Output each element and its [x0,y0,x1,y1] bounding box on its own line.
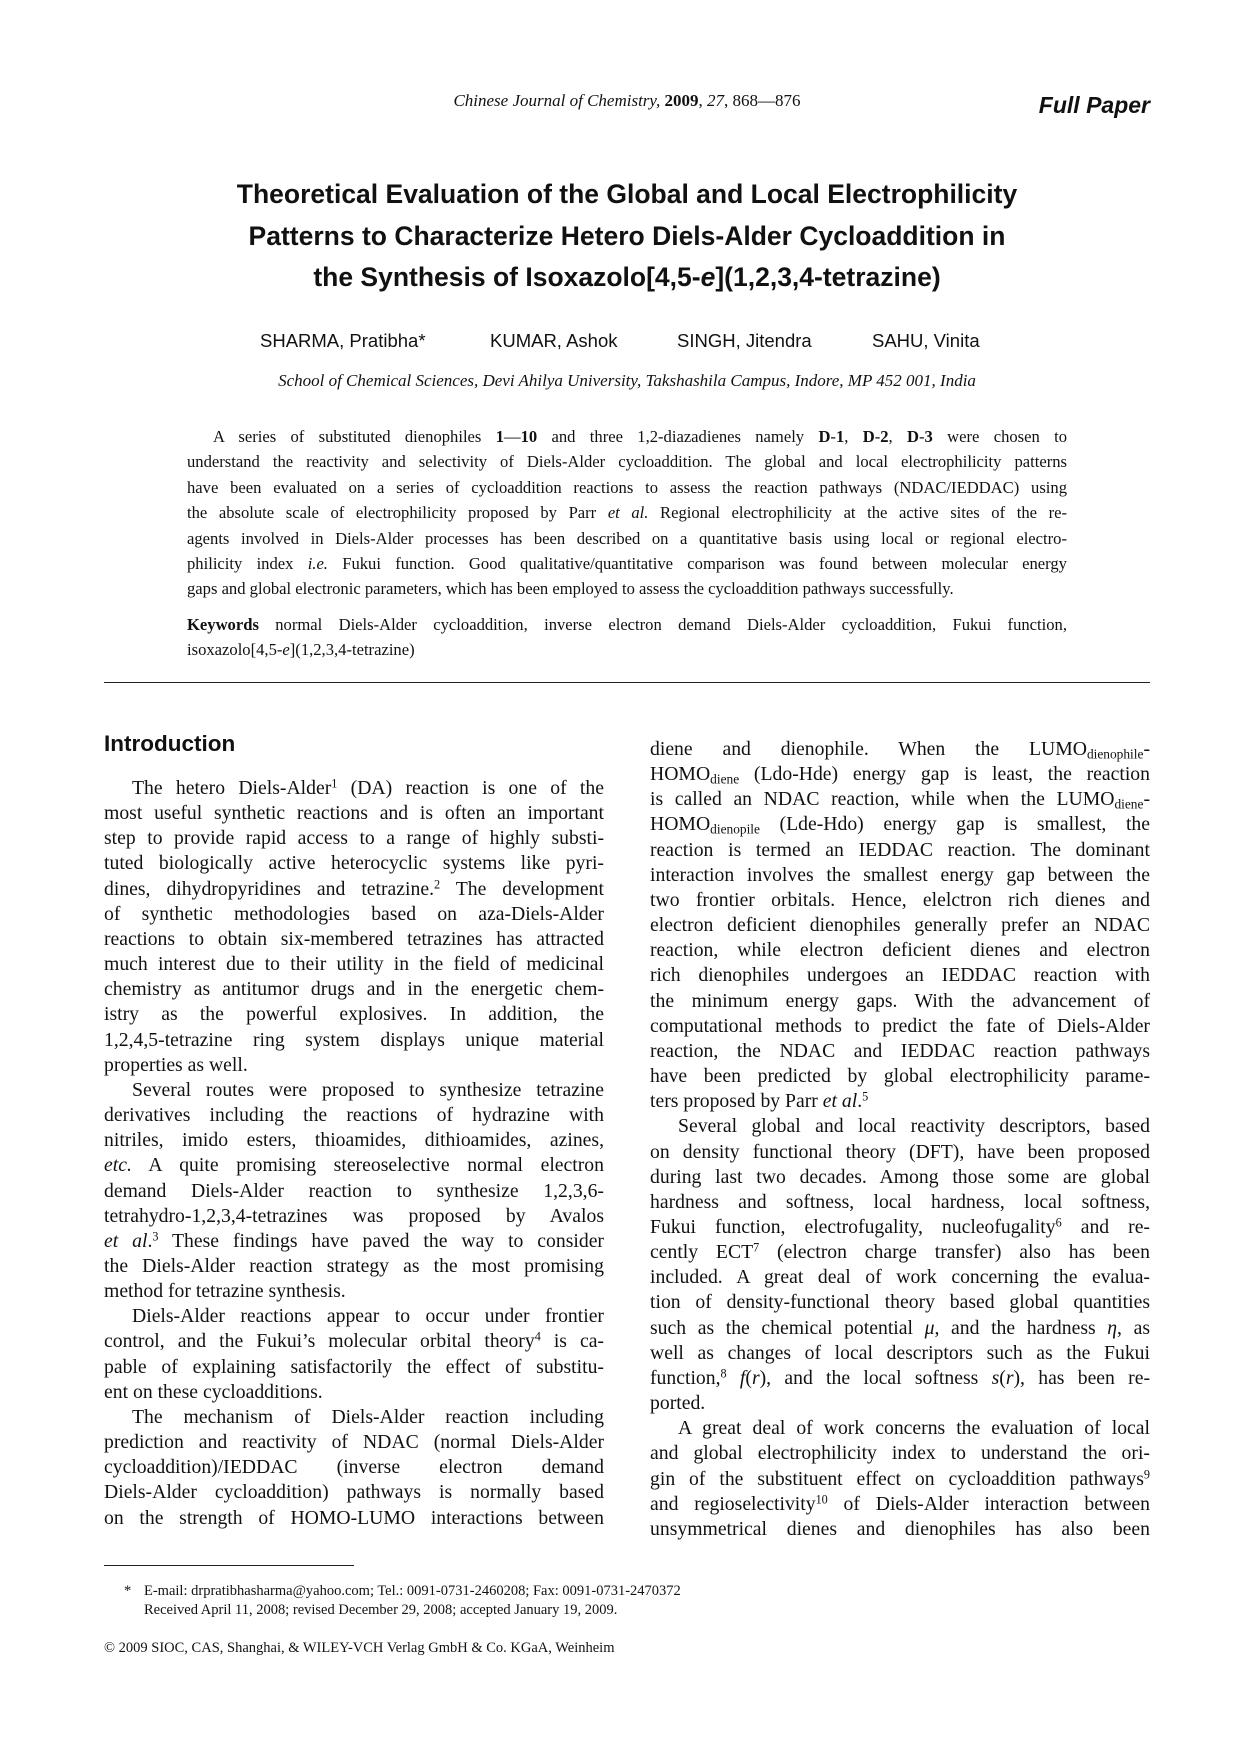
text-run: and three 1,2-diazadienes namely [537,427,819,446]
text-run: cently ECT [650,1241,754,1264]
citation-superscript: 5 [862,1089,869,1104]
text-line [650,762,1150,787]
text-run: 10 [520,427,538,446]
text-run: Regional electrophilicity at the active sites of the re- [648,503,1067,523]
text-run: pable of explaining satisfactorily the effect of substitu- [104,1355,604,1378]
text-run: . [857,1090,863,1113]
author-singh: SINGH, Jitendra [677,330,812,351]
text-run: s [991,1366,1000,1389]
text-run: reaction, the NDAC and IEDDAC reaction pathways [650,1039,1150,1062]
text-run: 1,2,4,5-tetrazine ring system displays unique material [104,1028,604,1051]
citation-superscript: 9 [1143,1466,1150,1481]
author-sahu: SAHU, Vinita [872,330,980,351]
text-line [650,1517,1150,1542]
text-run: 2009 [664,91,699,110]
text-run: dines, dihydropyridines and tetrazine. [104,877,435,900]
text-line [104,927,604,952]
text-run: ters proposed by Parr [650,1090,823,1113]
text-line [650,1265,1150,1290]
subscript: dienopile [710,821,760,837]
text-run: diene and dienophile. When the LUMO [650,738,1087,760]
text-run: nitriles, imido esters, thioamides, dithioamides, azines, [104,1129,604,1152]
text-line [187,576,1067,601]
text-run: control, and the Fukui’s molecular orbital theory [104,1330,535,1353]
text-run: cycloaddition)/IEDDAC (inverse electron demand [104,1456,604,1479]
text-run: step to provide rapid access to a range of highly substi- [104,827,604,850]
text-run: - [1143,788,1150,811]
text-run: The mechanism of Diels-Alder reaction including [132,1405,604,1428]
text-run: and global electrophilicity index to understand the ori- [650,1442,1150,1465]
body-column-left [104,776,604,1531]
text-line [650,888,1150,913]
text-run: rich dienophiles undergoes an IEDDAC reaction with [650,964,1150,987]
text-run: 27 [707,91,725,110]
text-run: The hetero Diels-Alder [132,777,332,799]
text-run: ](1,2,3,4-tetrazine) [289,640,415,660]
copyright: © 2009 SIOC, CAS, Shanghai, & WILEY-VCH Verlag GmbH & Co. KGaA, Weinheim [104,1640,615,1656]
text-run: — [504,427,521,446]
text-line [650,1089,1150,1114]
section-label: Full Paper [1038,92,1150,118]
text-line [104,1053,604,1078]
text-line [104,1329,604,1354]
text-run: μ [924,1316,935,1339]
text-line [104,1078,604,1103]
text-run: - [1143,738,1150,760]
text-line [104,1103,604,1128]
text-run: the absolute scale of electrophilicity proposed by Parr [187,503,608,523]
body-column-right [650,737,1150,1542]
section-divider [104,682,1150,683]
text-line [104,257,1150,299]
text-run: unsymmetrical dienes and dienophiles has also been [650,1517,1150,1540]
text-run: etc. [104,1154,132,1177]
footnote-divider [104,1565,354,1566]
footnote-contact: E-mail: drpratibhasharma@yahoo.com; Tel.: 0091-0731-2460208; Fax: 0091-0731-2470372 [144,1583,681,1599]
text-run: Diels-Alder cycloaddition) pathways is normally based [104,1481,604,1504]
text-line [104,216,1150,258]
text-run: e [282,640,290,660]
text-run: (Lde-Hdo) energy gap is smallest, the [759,813,1150,836]
text-run: chemistry as antitumor drugs and in the energetic chem- [104,978,604,1001]
text-run: included. A great deal of work concerning the evalua- [650,1266,1150,1289]
text-line [187,424,1067,449]
text-run: of synthetic methodologies based on aza-Diels-Alder [104,902,604,925]
text-line [104,1002,604,1027]
text-line [104,952,604,977]
text-line [650,938,1150,963]
text-line [650,1165,1150,1190]
text-run: (DA) reaction is one of the [337,777,604,799]
footnote [124,1582,681,1620]
text-line [187,500,1067,525]
text-line [187,637,1067,662]
text-run: A great deal of work concerns the evaluation of local [678,1417,1150,1440]
footnote-marker: * [124,1583,132,1599]
text-line [104,1028,604,1053]
text-line [104,877,604,902]
text-run: well as changes of local descriptors such as the Fukui [650,1341,1150,1364]
text-run: istry as the powerful explosives. In addition, the [104,1003,604,1026]
text-run: prediction and reactivity of NDAC (normal Diels-Alder [104,1431,604,1454]
text-run: . [147,1229,153,1252]
text-run [727,1367,740,1389]
paper-title [104,174,1150,299]
text-run: have been predicted by global electrophilicity parame- [650,1065,1150,1088]
text-run: (Ldo-Hde) energy gap is least, the reaction [739,763,1150,786]
text-run: η [1107,1316,1118,1339]
footnote-dates: Received April 11, 2008; revised December 29, 2008; accepted January 19, 2009. [144,1602,618,1618]
text-line [650,1391,1150,1416]
text-run: tetrahydro-1,2,3,4-tetrazines was proposed by Avalos [104,1204,604,1227]
text-run: r [751,1366,760,1389]
text-line [104,1304,604,1329]
text-run: reaction, while electron deficient dienes and electron [650,939,1150,962]
text-line [650,1039,1150,1064]
text-run: Diels-Alder reactions appear to occur under frontier [132,1305,604,1328]
text-run: HOMO [650,763,711,786]
text-run: isoxazolo[4,5- [187,640,283,660]
text-line [650,913,1150,938]
text-line [650,1341,1150,1366]
text-line [104,801,604,826]
text-line [650,812,1150,837]
text-line [650,1215,1150,1240]
text-run: ported. [650,1392,706,1415]
citation-superscript: 10 [815,1491,828,1506]
text-run: during last two decades. Among those some are global [650,1165,1150,1188]
text-run: were chosen to [932,427,1068,446]
text-line [650,1190,1150,1215]
keywords [187,612,1067,663]
text-line [650,863,1150,888]
text-line [104,1229,604,1254]
text-line [650,1467,1150,1492]
text-run: HOMO [650,813,711,836]
text-run: ), has been re- [1013,1366,1150,1389]
citation-superscript: 6 [1055,1215,1062,1230]
text-run: tion of density-functional theory based global quantities [650,1291,1150,1314]
text-run: gaps and global electronic parameters, which has been employed to assess the cycloaddition pathways successfully. [187,579,954,599]
text-run: is called an NDAC reaction, while when the LUMO [650,788,1115,811]
text-run: Chinese Journal of Chemistry, [453,91,661,110]
text-run: ent on these cycloadditions. [104,1380,323,1403]
text-run: 3 [924,427,933,446]
text-run: the minimum energy gaps. With the advancement of [650,989,1150,1012]
text-run: Keywords [187,615,259,634]
text-line [104,1128,604,1153]
subscript: diene [1114,796,1144,812]
text-run: is ca- [540,1330,604,1353]
author-sharma: SHARMA, Pratibha* [260,330,426,351]
text-line [104,1380,604,1405]
text-run: gin of the substituent effect on cycloaddition pathways [650,1467,1144,1490]
text-line [650,787,1150,812]
text-run: agents involved in Diels-Alder processes has been described on a quantitative basis using local or regional electro- [187,528,1067,548]
text-run: D [907,427,920,446]
text-run: method for tetrazine synthesis. [104,1280,346,1303]
text-run: and regioselectivity [650,1492,816,1515]
text-run: tuted biologically active heterocyclic systems like pyri- [104,852,604,875]
text-run: 1 [495,427,504,446]
abstract [187,424,1067,602]
text-line [104,1430,604,1455]
citation-superscript: 2 [434,876,441,891]
text-run: understand the reactivity and selectivity of Diels-Alder cycloaddition. The global and local electrophilicity patterns [187,452,1067,472]
text-line [104,1153,604,1178]
text-line [650,1366,1150,1391]
text-run: such as the chemical potential [650,1316,925,1339]
text-run: on density functional theory (DFT), have been proposed [650,1140,1150,1163]
text-run: most useful synthetic reactions and is often an important [104,802,604,825]
text-run: - [919,427,925,446]
text-line [104,1405,604,1430]
text-run: 2 [880,427,889,446]
text-run: reactions to obtain six-membered tetrazines has attracted [104,927,604,950]
subscript: diene [710,771,740,787]
text-run: r [1005,1366,1014,1389]
text-line [104,1204,604,1229]
text-line [650,989,1150,1014]
text-line [187,551,1067,576]
text-run: derivatives including the reactions of hydrazine with [104,1104,604,1127]
text-line [104,1480,604,1505]
text-run: electron deficient dienophiles generally prefer an NDAC [650,914,1150,937]
text-run: i.e. [307,554,328,574]
text-run: the Diels-Alder reaction strategy as the most promising [104,1254,604,1277]
text-run: ( [745,1366,752,1389]
text-line [187,526,1067,551]
text-line [104,1254,604,1279]
text-run: et al. [607,503,649,523]
text-run: , [844,427,863,446]
text-run: ), and the local softness [759,1366,992,1389]
text-line [104,851,604,876]
text-line [650,1114,1150,1139]
text-run: demand Diels-Alder reaction to synthesize 1,2,3,6- [104,1179,604,1202]
text-run: , as [1117,1316,1150,1339]
text-run: - [830,427,836,446]
citation-superscript: 3 [152,1229,159,1244]
author-kumar: KUMAR, Ashok [490,330,618,351]
text-run: Fukui function. Good qualitative/quantitative comparison was found between molecular energy [327,554,1067,574]
text-run: computational methods to predict the fate of Diels-Alder [650,1014,1150,1037]
text-run: et al [822,1090,858,1113]
text-run: The development [440,877,604,900]
text-line [104,902,604,927]
text-line [104,776,604,801]
text-line [650,1240,1150,1265]
text-run: D [862,427,875,446]
text-line [650,1014,1150,1039]
text-run: e [700,262,716,292]
text-run: , 868—876 [724,91,801,110]
affiliation: School of Chemical Sciences, Devi Ahilya University, Takshashila Campus, Indore, MP 452 001, India [278,371,976,390]
text-run: Several global and local reactivity descriptors, based [678,1115,1150,1138]
text-run: on the strength of HOMO-LUMO interactions between [104,1506,604,1529]
text-line [650,1492,1150,1517]
text-run: D [818,427,831,446]
text-run: 1 [835,427,845,446]
text-run: reaction is termed an IEDDAC reaction. The dominant [650,838,1150,861]
text-run: Several routes were proposed to synthesize tetrazine [132,1078,604,1101]
text-run: have been evaluated on a series of cycloaddition reactions to assess the reaction pathways (NDAC/IEDDAC) using [187,477,1067,497]
text-run: A quite promising stereoselective normal electron [131,1154,604,1177]
text-run: and re- [1061,1215,1150,1238]
text-run: interaction involves the smallest energy gap between the [650,863,1150,886]
text-line [187,449,1067,474]
citation-superscript: 1 [331,776,338,791]
text-line [650,737,1150,762]
text-line [650,838,1150,863]
text-run: ( [999,1366,1006,1389]
text-line [650,1316,1150,1341]
citation-superscript: 8 [720,1366,727,1381]
text-run: Theoretical Evaluation of the Global and Local Electrophilicity [236,179,1018,209]
text-line [104,1506,604,1531]
text-run: These findings have paved the way to consider [158,1229,604,1252]
subscript: dienophile [1086,746,1144,762]
text-run: of Diels-Alder interaction between [827,1492,1150,1515]
text-run: function, [650,1366,721,1389]
text-run: normal Diels-Alder cycloaddition, inverse electron demand Diels-Alder cycloaddition, Fukui function, [258,615,1067,634]
text-line [650,1290,1150,1315]
text-run: f [739,1366,746,1389]
text-line [104,977,604,1002]
text-run: Patterns to Characterize Hetero Diels-Alder Cycloaddition in [248,220,1006,251]
text-line [104,1179,604,1204]
text-run: philicity index [187,554,308,574]
text-line [650,1140,1150,1165]
text-run: hardness and softness, local hardness, local softness, [650,1190,1150,1213]
section-heading-introduction: Introduction [104,731,236,756]
text-line [104,1355,604,1380]
text-run: the Synthesis of Isoxazolo[4,5- [313,262,701,292]
text-run: , [888,427,908,446]
citation-superscript: 4 [534,1329,541,1344]
text-run: A series of substituted dienophiles [213,427,496,446]
text-line [650,1416,1150,1441]
text-run: , [698,91,708,110]
text-run: properties as well. [104,1053,248,1076]
journal-citation [104,91,1150,111]
text-line [650,963,1150,988]
text-line [104,174,1150,216]
text-run: two frontier orbitals. Hence, elelctron rich dienes and [650,888,1150,911]
text-run: Fukui function, electrofugality, nucleofugality [650,1215,1056,1238]
text-line [650,1441,1150,1466]
text-line [104,826,604,851]
text-run: ](1,2,3,4-tetrazine) [715,262,941,292]
text-run: - [874,427,881,446]
text-run: et al [104,1229,148,1252]
text-line [187,475,1067,500]
text-line [187,612,1067,637]
text-run: much interest due to their utility in the field of medicinal [104,953,604,976]
text-run: (electron charge transfer) also has been [759,1241,1150,1264]
text-line [104,1455,604,1480]
text-line [104,1279,604,1304]
text-line [650,1064,1150,1089]
citation-superscript: 7 [753,1240,760,1255]
text-run: , and the hardness [934,1316,1108,1339]
